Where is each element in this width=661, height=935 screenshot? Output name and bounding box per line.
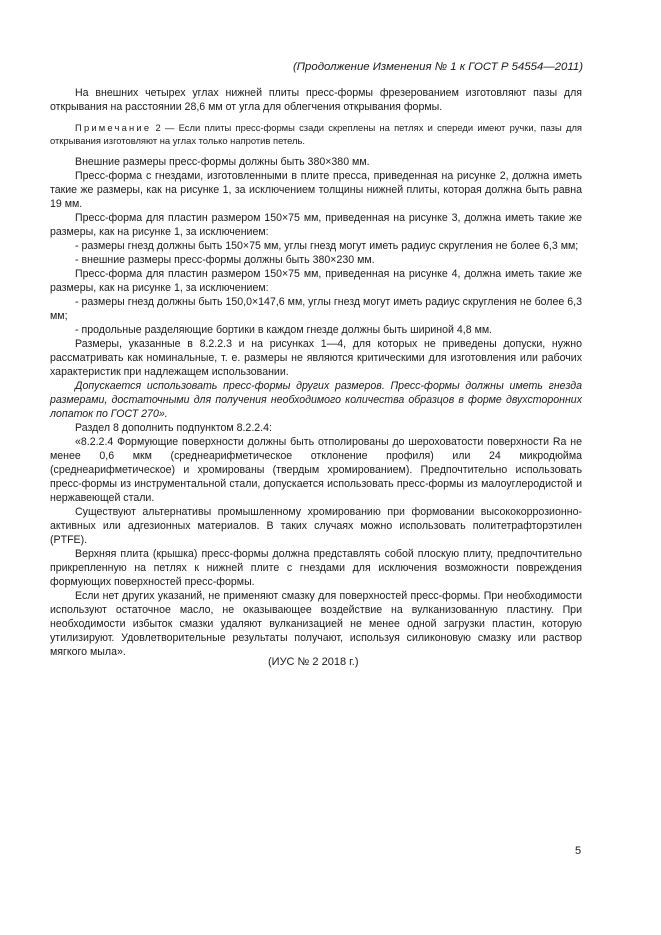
paragraph-top-plate: Верхняя плита (крышка) пресс-формы должна представлять собой плоскую плиту, предпочтительно прикрепленную на петлях к нижней плите с гнездами для исключения возможности повреждения формующих поверхностей пресс-формы.: [50, 548, 582, 588]
continuation-header: (Продолжение Изменения № 1 к ГОСТ Р 54554—2011): [292, 61, 583, 73]
paragraph-figure-4: Пресс-форма для пластин размером 150×75 мм, приведенная на рисунке 4, должна иметь такие же размеры, как на рисунке 1, за исключением:: [50, 268, 582, 294]
paragraph-other-sizes: Допускается использовать пресс-формы других размеров. Пресс-формы должны иметь гнезда размерами, достаточными для получения необходимого количества образцов в форме двухсторонних лопаток по ГОСТ 270».: [50, 380, 582, 420]
list-item-cavity-size-4: - размеры гнезд должны быть 150,0×147,6 мм, углы гнезд могут иметь радиус скругления не более 6,3 мм;: [50, 296, 582, 322]
list-item-outer-size-3: - внешние размеры пресс-формы должны быть 380×230 мм.: [75, 254, 375, 266]
paragraph-8-2-2-4: «8.2.2.4 Формующие поверхности должны быть отполированы до шероховатости поверхности Ra не менее 0,6 мкм (среднеарифметическое отклонение профиля) или 24 микродюйма (среднеарифметическое) и хромированы (твердым хромированием). Предпочтительно использовать пресс-формы из инструментальной стали, допускается использовать пресс-формы из малоуглеродистой и нержавеющей стали.: [50, 436, 582, 504]
ius-reference: (ИУС № 2 2018 г.): [268, 656, 359, 668]
paragraph-nominal-sizes: Размеры, указанные в 8.2.2.3 и на рисунках 1—4, для которых не приведены допуски, нужно рассматривать как номинальные, т. е. размеры не являются критическими для изготовления или рабочих характеристик при надлежащем использовании.: [50, 338, 582, 378]
paragraph-alternatives: Существуют альтернативы промышленному хромированию при формовании высококоррозионно-активных или адгезионных материалов. В таких случаях можно использовать политетрафторэтилен (PTFE).: [50, 506, 582, 546]
paragraph-slots: На внешних четырех углах нижней плиты пресс-формы фрезерованием изготовляют пазы для открывания на расстоянии 28,6 мм от угла для облегчения открывания формы.: [50, 87, 582, 113]
note-2: [50, 121, 582, 147]
page-number: 5: [575, 845, 582, 857]
note-text: 2 — Если плиты пресс-формы сзади скреплены на петлях и спереди имеют ручки, пазы для открывания изготовляют на углах только напротив петель.: [50, 122, 582, 146]
list-item-ridges: - продольные разделяющие бортики в каждом гнезде должны быть шириной 4,8 мм.: [75, 324, 493, 336]
paragraph-outer-size: Внешние размеры пресс-формы должны быть 380×380 мм.: [75, 156, 370, 168]
list-item-cavity-size-3: - размеры гнезд должны быть 150×75 мм, углы гнезд могут иметь радиус скругления не более 6,3 мм;: [75, 240, 579, 252]
paragraph-section-8: Раздел 8 дополнить подпунктом 8.2.2.4:: [75, 422, 272, 434]
paragraph-figure-3: Пресс-форма для пластин размером 150×75 мм, приведенная на рисунке 3, должна иметь такие же размеры, как на рисунке 1, за исключением:: [50, 212, 582, 238]
paragraph-lubricant: Если нет других указаний, не применяют смазку для поверхностей пресс-формы. При необходимости используют остаточное масло, не оказывающее воздействие на вулканизованную пластину. При необходимости избыток смазки удаляют вулканизацией не менее одной загрузки пластин, которую утилизируют. Удовлетворительные результаты получают, используя силиконовую смазку или раствор мягкого мыла».: [50, 590, 582, 658]
note-label: Примечание: [75, 122, 152, 133]
paragraph-figure-2: Пресс-форма с гнездами, изготовленными в плите пресса, приведенная на рисунке 2, должна иметь такие же размеры, как на рисунке 1, за исключением толщины нижней плиты, которая должна быть равна 19 мм.: [50, 170, 582, 210]
document-body: [50, 86, 582, 659]
